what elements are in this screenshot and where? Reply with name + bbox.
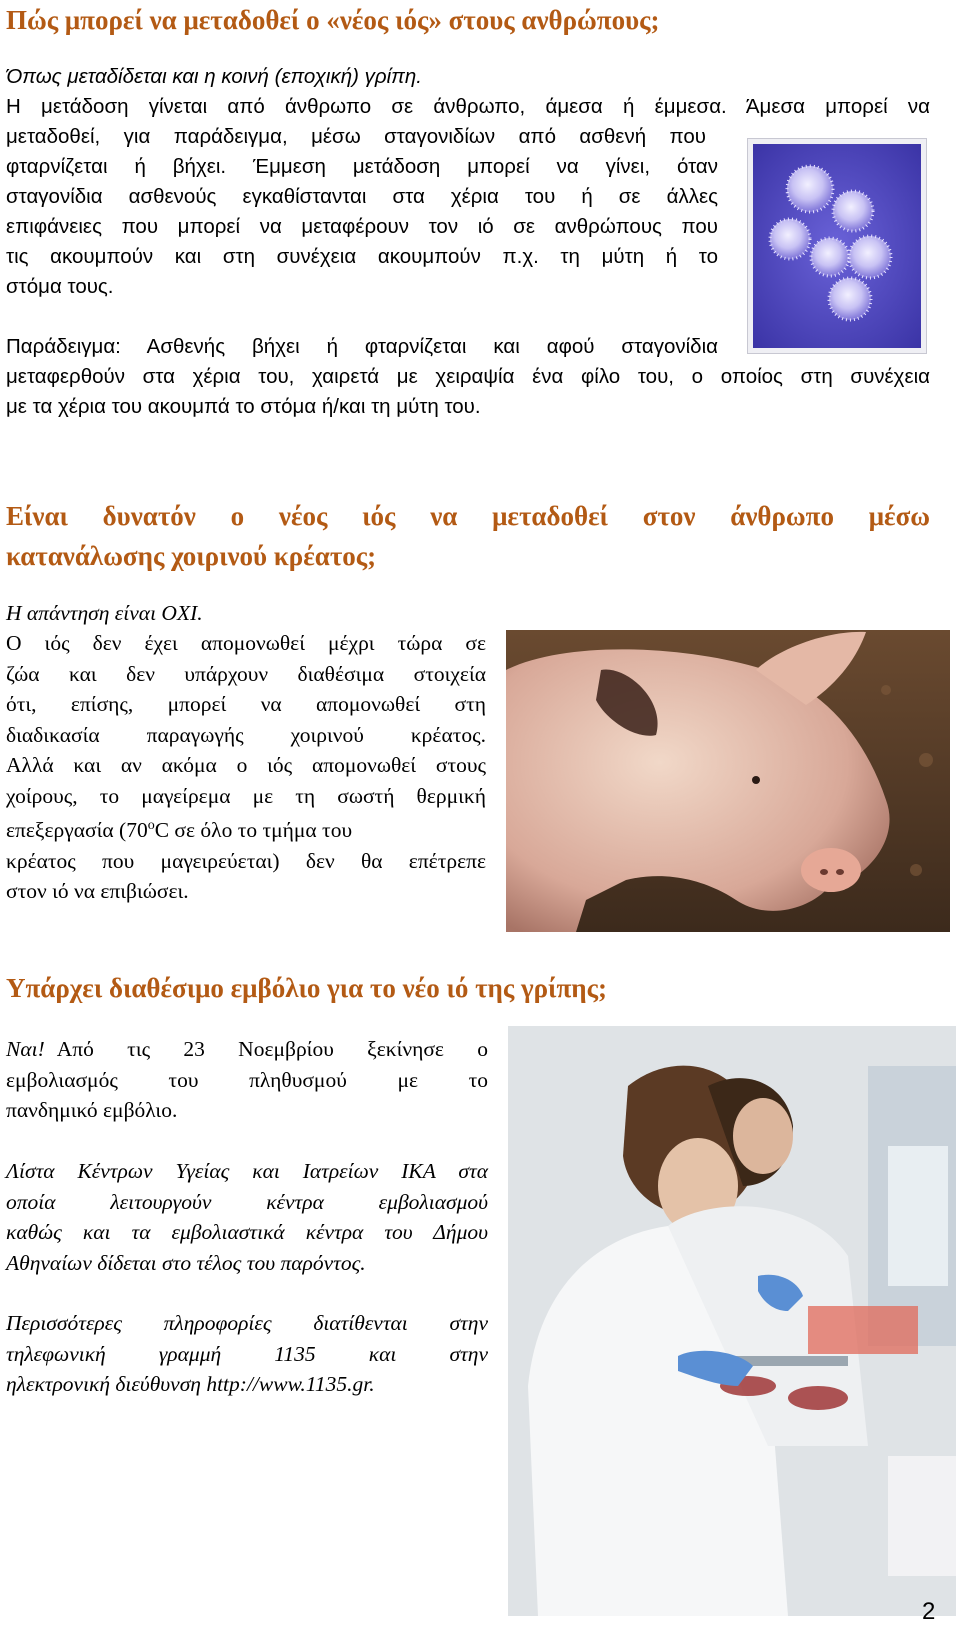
text-line: εμβολιασμός του πληθυσμού με το	[6, 1067, 488, 1092]
section2-body	[6, 628, 486, 907]
text-line: πανδημικό εμβόλιο.	[6, 1098, 178, 1122]
section1-title: Πώς μπορεί να μεταδοθεί ο «νέος ιός» στους ανθρώπους;	[6, 5, 660, 35]
text-line: ηλεκτρονική διεύθυνση http://www.1135.gr.	[6, 1372, 375, 1396]
text-line: διαδικασία παραγωγής χοιρινού κρέατος.	[6, 722, 486, 747]
text-line: σταγονίδια ασθενούς εγκαθίστανται στα χέρια του ή σε άλλες	[6, 185, 718, 208]
text-line: με τα χέρια του ακουμπά το στόμα ή/και τη μύτη του.	[6, 395, 481, 418]
text-line: Αλλά και αν ακόμα ο ιός απομονωθεί στους	[6, 753, 486, 777]
virus-micrograph-image	[747, 138, 927, 354]
text-line: μεταφερθούν στα χέρια του, χαιρετά με χειραψία ένα φίλο του, ο οποίος στη συνέχεια	[6, 365, 930, 388]
text-line: Αθηναίων δίδεται στο τέλος του παρόντος.	[6, 1250, 366, 1275]
lab-workers-photo-image	[508, 1026, 956, 1616]
pig-photo-image	[506, 630, 950, 932]
text-line: κρέατος που μαγειρεύεται) δεν θα επέτρεπε	[6, 848, 486, 873]
text-line: τις ακουμπούν και στη συνέχεια ακουμπούν π.χ. τη μύτη ή το	[6, 245, 718, 268]
section2-title-line: Είναι δυνατόν ο νέος ιός να μεταδοθεί στον άνθρωπο μέσω	[6, 501, 930, 531]
degree-sup: o	[147, 818, 155, 833]
section3-title: Υπάρχει διαθέσιμο εμβόλιο για το νέο ιό της γρίπης;	[6, 973, 607, 1003]
virus-icon	[748, 139, 926, 353]
section3-p3	[6, 1308, 488, 1400]
section3-p2	[6, 1156, 488, 1278]
section3-p1	[6, 1034, 488, 1126]
text-line: επιφάνειες που μπορεί να μεταφέρουν τον ιό σε ανθρώπους που	[6, 215, 718, 238]
text-line: φταρνίζεται ή βήχει. Έμμεση μετάδοση μπορεί να γίνει, όταν	[6, 155, 718, 178]
lab-scene-icon	[508, 1026, 956, 1616]
page-number: 2	[922, 1598, 936, 1625]
text-line: Λίστα Κέντρων Υγείας και Ιατρείων ΙΚΑ στα	[6, 1159, 488, 1183]
text-fragment: επεξεργασία (70	[6, 818, 148, 843]
section1-example	[6, 332, 930, 422]
text-line: ότι, επίσης, μπορεί να απομονωθεί στη	[6, 692, 486, 716]
text-fragment: Από τις 23 Νοεμβρίου ξεκίνησε ο	[56, 1037, 488, 1061]
section2-answer: Η απάντηση είναι ΟΧΙ.	[6, 601, 203, 625]
text-line: ζώα και δεν υπάρχουν διαθέσιμα στοιχεία	[6, 661, 486, 686]
text-line: καθώς και τα εμβολιαστικά κέντρα του Δήμου	[6, 1220, 488, 1244]
text-line: Παράδειγμα: Ασθενής βήχει ή φταρνίζεται και αφού σταγονίδια	[6, 335, 718, 358]
text-line	[6, 811, 486, 846]
text-line: χοίρους, το μαγείρεμα με τη σωστή θερμική	[6, 783, 486, 808]
text-line: Ο ιός δεν έχει απομονωθεί μέχρι τώρα σε	[6, 631, 486, 655]
text-line: τηλεφωνική γραμμή 1135 και στην	[6, 1341, 488, 1366]
text-line: μεταδοθεί, για παράδειγμα, μέσω σταγονιδίων από ασθενή που	[6, 125, 706, 148]
section2-title	[6, 496, 930, 576]
text-fragment: C σε όλο το τμήμα του	[154, 818, 353, 843]
section1-intro: Όπως μεταδίδεται και η κοινή (εποχική) γρίπη.	[6, 65, 422, 88]
text-line: στόμα τους.	[6, 275, 114, 298]
pig-icon	[506, 630, 950, 932]
text-line: Περισσότερες πληροφορίες διατίθενται στην	[6, 1311, 488, 1335]
section2-title-line: κατανάλωσης χοιρινού κρέατος;	[6, 541, 377, 571]
yes-text: Ναι!	[6, 1037, 45, 1061]
text-line: στον ιό να επιβιώσει.	[6, 879, 189, 904]
text-line: Η μετάδοση γίνεται από άνθρωπο σε άνθρωπο, άμεσα ή έμμεσα. Άμεσα μπορεί να	[6, 95, 930, 118]
text-line	[6, 1034, 488, 1065]
text-line: οποία λειτουργούν κέντρα εμβολιασμού	[6, 1189, 488, 1214]
